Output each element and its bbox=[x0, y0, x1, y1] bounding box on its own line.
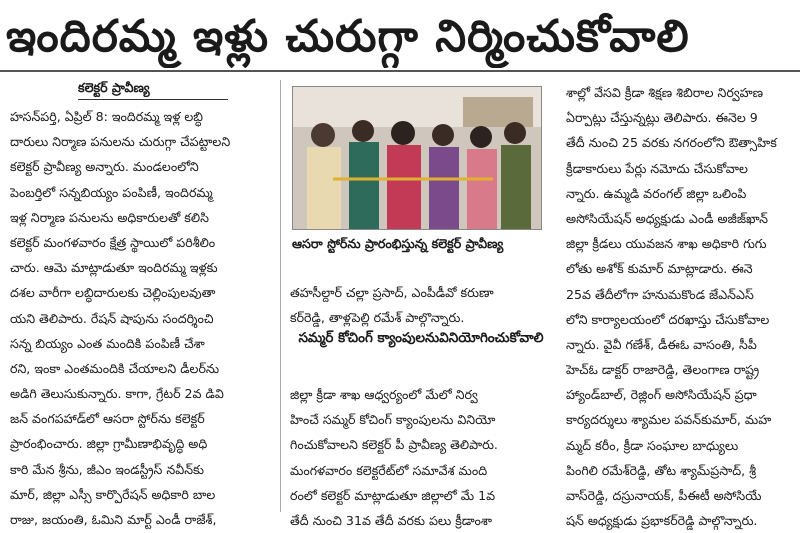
text-line: హించే సమ్మర్ కోచింగ్ క్యాంపులను వినియో bbox=[290, 412, 496, 428]
text-line: చారు. ఆమె మాట్లాడుతూ ఇందిరమ్మ ఇళ్లకు bbox=[10, 260, 218, 276]
text-line: రని, ఇంకా ఎంతమందికి చేయాలని డీలర్‌ను bbox=[10, 360, 220, 376]
text-line: అడిగి తెలుసుకున్నారు. కాగా, గ్రేటర్ 2వ డివి bbox=[10, 386, 224, 402]
text-line: తేదీ నుంచి 25 వరకు నగరంలోని ఔత్సాహిక bbox=[566, 135, 777, 151]
text-line: సమ్మర్ కోచింగ్ క్యాంపులను bbox=[298, 330, 440, 346]
text-line: మార్, జిల్లా ఎస్సీ కార్పొరేషన్ అధికారి బాల bbox=[10, 486, 216, 502]
text-line: అసోసియేషన్ అధ్యక్షుడు ఎండీ అజీజ్‌ఖాన్ bbox=[566, 210, 768, 226]
subheading bbox=[290, 326, 552, 350]
text-line: తేదీ నుంచి 31వ తేదీ వరకు పలు క్రీడాంశా bbox=[290, 512, 492, 528]
text-line: న్నారు. ఉమ్మడి వరంగల్ జిల్లా ఒలింపి bbox=[566, 185, 747, 201]
text-line: జిల్లా క్రీడలు యువజన శాఖ అధికారి గుగు bbox=[566, 236, 767, 252]
text-line: సన్న బియ్యం ఎంత మందికి పంపిణీ చేశా bbox=[10, 335, 205, 351]
text-line: మంగళవారం కలెక్టరేట్‌లో సమావేశ మంది bbox=[290, 462, 488, 478]
text-line: కలెక్టర్ ప్రావీణ్య అన్నారు. మండలంలోని bbox=[10, 159, 199, 175]
text-line: 25వ తేదీలోగా హనుమకొండ జేఎన్ఎస్ bbox=[566, 286, 754, 302]
photo-illustration bbox=[293, 87, 541, 229]
headline: ఇందిరమ్మ ఇళ్లు చురుగ్గా నిర్మించుకోవాలి bbox=[6, 11, 690, 62]
text-line: తహసీల్దార్ చల్లా ప్రసాద్, ఎంపీడీవో కరుణా bbox=[290, 285, 494, 300]
text-line: వాస్‌రెడ్డి, దస్రునాయక్, పీఈటీ అసోసియే bbox=[566, 488, 762, 503]
text-line: గించుకోవాలని కలెక్టర్ పీ ప్రావీణ్య తెలిపారు. bbox=[290, 437, 498, 453]
text-line: వినియోగించుకోవాలి bbox=[439, 330, 544, 346]
column-divider bbox=[280, 80, 281, 512]
text-line: జన్ వంగపహాడ్‌లో ఆసరా స్టోర్‌ను కలెక్టర్ bbox=[10, 411, 205, 427]
text-line: హసన్‌పర్తి, ఏప్రిల్ 8: ఇందిరమ్మ ఇళ్ల లబ్ధి bbox=[10, 109, 203, 124]
column-2-bottom bbox=[290, 382, 552, 533]
text-line: లోని కార్యాలయంలో దరఖాస్తు చేసుకోవాల bbox=[566, 311, 770, 327]
text-line: రాజు, జయంతి, ఓమిని మార్ట్ ఎండీ రాజేశ్, bbox=[10, 512, 217, 527]
text-line: ఏర్పాట్లు చేస్తున్నట్లు తెలిపారు. ఈనెల 9 bbox=[566, 110, 758, 126]
text-line: జిల్లా క్రీడా శాఖ ఆధ్వర్యంలో మేలో నిర్వ bbox=[290, 387, 478, 402]
column-2-top bbox=[290, 280, 552, 330]
text-line: శాల్లో వేసవి క్రీడా శిక్షణ శిబిరాల నిర్వహణ bbox=[566, 85, 764, 100]
byline: కలెక్టర్ ప్రావీణ్య bbox=[78, 80, 228, 100]
column-1 bbox=[10, 104, 278, 532]
text-line: క్రీడాకారులు పేర్లు నమోదు చేసుకోవాల bbox=[566, 160, 748, 176]
text-line: పెంబర్తిలో సన్నబియ్యం పంపిణీ, ఇందిరమ్మ bbox=[10, 184, 213, 200]
text-line: హెచ్ఓ డాక్టర్ రాజారెడ్డి, తెలంగాణ రాష్ట్ర bbox=[566, 362, 760, 378]
text-line: రంలో కలెక్టర్ మాట్లాడుతూ జిల్లాలో మే 1వ bbox=[290, 487, 496, 503]
text-line: కార్యదర్శులు శ్యామల పవన్‌కుమార్, మహ bbox=[566, 412, 772, 428]
column-3 bbox=[566, 80, 800, 533]
text-line: హ్యాండ్‌బాల్, రెజ్లింగ్ అసోసియేషన్ ప్రధా bbox=[566, 387, 757, 403]
text-line: మ్మద్ కరీం, క్రీడా సంఘాల బాధ్యులు bbox=[566, 437, 739, 453]
text-line: కర్‌రెడ్డి, తాళ్లపెల్లి రమేశ్ పాల్గొన్నారు. bbox=[290, 310, 465, 326]
text-line: న్నారు. వైవీ గణేశ్, డీఈఓ వాసంతి, సీపీ bbox=[566, 336, 757, 352]
text-line: పింగిలి రమేశ్‌రెడ్డి, తోట శ్యామ్‌ప్రసాద్, శ్రీ bbox=[566, 462, 757, 478]
headline-rule bbox=[0, 70, 800, 72]
text-line: షన్ అధ్యక్షుడు ప్రభాకర్‌రెడ్డి పాల్గొన్నారు. bbox=[566, 513, 758, 529]
text-line: ఇళ్ల నిర్మాణ పనులను అధికారులతో కలిసి bbox=[10, 209, 209, 225]
text-line: యని తెలిపారు. రేషన్ షాపును సందర్శించి bbox=[10, 310, 214, 326]
text-line: ప్రారంభించారు. జిల్లా గ్రామీణాభివృద్ధి అధి bbox=[10, 436, 208, 452]
photo-caption: ఆసరా స్టోర్‌ను ప్రారంభిస్తున్న కలెక్టర్ ప్రావీణ్య bbox=[292, 236, 504, 251]
text-line: దశల వారీగా లబ్ధిదారులకు చెల్లింపులవుతా bbox=[10, 285, 216, 301]
news-photo bbox=[292, 86, 542, 230]
text-line: దారులు నిర్మాణ పనులను చురుగ్గా చేపట్టాలని bbox=[10, 134, 231, 150]
text-line: కలెక్టర్ మంగళవారం క్షేత్ర స్థాయిలో పరిశీలిం bbox=[10, 234, 216, 250]
text-line: లోతు అశోక్ కుమార్ మాట్లాడారు. ఈనె bbox=[566, 261, 753, 277]
text-line: కారి మేన శ్రీను, జీఎం ఇండస్ట్రీస్ నవీన్‌కు bbox=[10, 461, 204, 477]
